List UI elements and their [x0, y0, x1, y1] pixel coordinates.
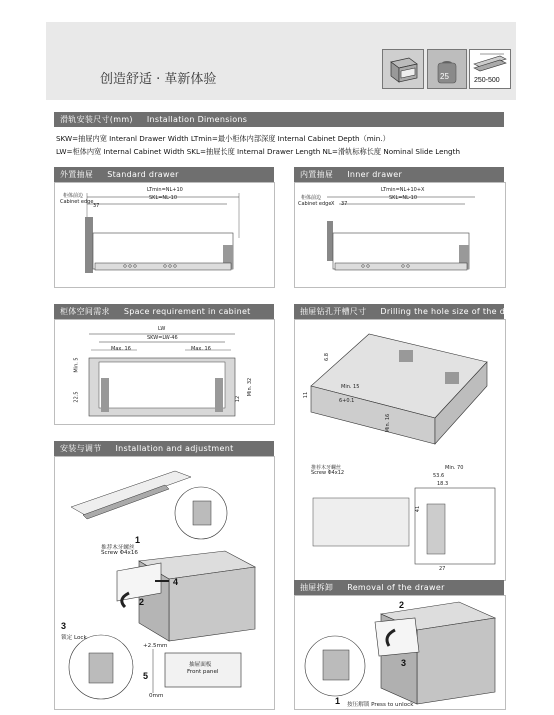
- front-panel-en: Front panel: [187, 669, 219, 675]
- removal-bar: [294, 580, 504, 595]
- inner-dim-37: 37: [341, 201, 348, 207]
- removal-step-3: 3: [401, 658, 407, 668]
- drill-d6: 6+0.1: [339, 398, 355, 404]
- weight-25-icon: [427, 49, 467, 89]
- space-lw: LW: [158, 326, 166, 332]
- inner-edge-cn: 柜体前边: [301, 195, 322, 201]
- removal-panel: [294, 595, 506, 710]
- install-adjust-panel: [54, 456, 275, 710]
- drill-d41: 41: [415, 505, 422, 513]
- install-zero: 0mm: [149, 693, 164, 699]
- inner-ltmin: LTmin=NL+10+X: [381, 187, 425, 193]
- inner-drawer-bar: [294, 167, 504, 182]
- drill-d536: 53.6: [433, 473, 445, 479]
- space-min32: Min. 32: [247, 377, 254, 397]
- standard-ltmin: LTmin=NL+10: [147, 187, 183, 193]
- removal-diagram: [295, 596, 505, 709]
- install-adjust-bar: [54, 441, 274, 456]
- install-dimensions-title-cn: 滑轨安装尺寸(mm): [60, 115, 133, 124]
- drill-d68: 6.8: [323, 353, 330, 361]
- space-requirement-panel: [54, 319, 275, 425]
- install-screw-en: Screw Φ4x16: [101, 550, 138, 556]
- drill-d183: 18.3: [437, 481, 449, 487]
- drill-d11: 11: [303, 391, 310, 399]
- drill-screw-cn: 推荐木牙螺丝: [311, 465, 342, 471]
- drilling-panel: [294, 319, 506, 581]
- standard-dim-37: 37: [93, 203, 100, 209]
- removal-step-1: 1: [335, 696, 341, 706]
- slide-graphic: [470, 50, 510, 76]
- install-step-5: 5: [143, 671, 149, 681]
- install-lock: 锁定 Lock: [61, 635, 87, 641]
- space-d225: 22.5: [73, 391, 80, 403]
- drilling-title-cn: 抽屉钻孔开槽尺寸: [300, 307, 367, 316]
- standard-drawer-title-en: Standard drawer: [107, 170, 179, 179]
- space-title-en: Space requirement in cabinet: [123, 307, 251, 316]
- drill-min15: Min. 15: [341, 384, 360, 390]
- definition-line-1: SKW=抽屉内宽 Interanl Drawer Width LTmin=最小柜体内部深度 Internal Cabinet Depth（min.）: [56, 134, 390, 143]
- drawer-box-graphic: [383, 50, 423, 88]
- front-panel-cn: 抽屉面板: [189, 662, 212, 668]
- drill-screw-en: Screw Φ4x12: [311, 470, 345, 476]
- weight-graphic: [428, 50, 466, 88]
- drawer-box-icon: [382, 49, 424, 89]
- install-plus: +2.5mm: [143, 643, 168, 649]
- removal-title-en: Removal of the drawer: [347, 583, 445, 592]
- install-dimensions-bar: [54, 112, 504, 127]
- drill-min16: Min. 16: [385, 413, 392, 433]
- install-step-4: 4: [173, 577, 179, 587]
- removal-title-cn: 抽屉拆卸: [300, 583, 334, 592]
- install-screw-cn: 推荐木牙螺丝: [101, 545, 135, 551]
- standard-drawer-panel: [54, 182, 275, 288]
- page-title: 创造舒适 · 革新体验: [100, 72, 217, 87]
- standard-edge-en: Cabinet edge: [60, 199, 94, 205]
- space-min5: Min. 5: [73, 357, 80, 373]
- install-dimensions-title-en: Installation Dimensions: [146, 115, 248, 124]
- space-requirement-bar: [54, 304, 274, 319]
- definition-line-2: LW=柜体内宽 Internal Cabinet Width SKL=抽屉长度 Internal Drawer Length NL=滑轨标称长度 Nominal Slide Length: [56, 147, 460, 156]
- inner-drawer-title-en: Inner drawer: [347, 170, 403, 179]
- inner-edge-en: Cabinet edge: [298, 201, 332, 207]
- space-max-right: Max. 16: [191, 346, 211, 352]
- drilling-title-en: Drilling the hole size of the drawer: [380, 307, 530, 316]
- space-max-left: Max. 16: [111, 346, 131, 352]
- space-skw: SKW=LW-46: [147, 335, 178, 341]
- install-step-1: 1: [135, 535, 141, 545]
- space-title-cn: 柜体空间需求: [60, 307, 110, 316]
- install-title-cn: 安装与调节: [60, 444, 102, 453]
- install-adjust-diagram: [55, 457, 274, 709]
- inner-skl: SKL=NL-10: [389, 195, 418, 201]
- drill-d27: 27: [439, 566, 446, 572]
- inner-drawer-title-cn: 内置抽屉: [300, 170, 334, 179]
- inner-drawer-panel: [294, 182, 506, 288]
- install-step-3: 3: [61, 621, 67, 631]
- slide-length-label: 250-500: [474, 77, 500, 84]
- drill-min70: Min. 70: [445, 465, 464, 471]
- install-step-2: 2: [139, 597, 145, 607]
- inner-x: X: [331, 201, 335, 207]
- slide-length-icon: [469, 49, 511, 89]
- space-d12: 12: [235, 395, 242, 403]
- drilling-bar: [294, 304, 530, 319]
- removal-step-2: 2: [399, 600, 405, 610]
- standard-drawer-title-cn: 外置抽屉: [60, 170, 94, 179]
- standard-drawer-bar: [54, 167, 274, 182]
- weight-label: 25: [440, 72, 449, 81]
- standard-edge-cn: 柜体前边: [63, 193, 84, 199]
- removal-press: 按压解锁 Press to unlock: [347, 702, 414, 708]
- standard-skl: SKL=NL-10: [149, 195, 178, 201]
- install-title-en: Installation and adjustment: [115, 444, 234, 453]
